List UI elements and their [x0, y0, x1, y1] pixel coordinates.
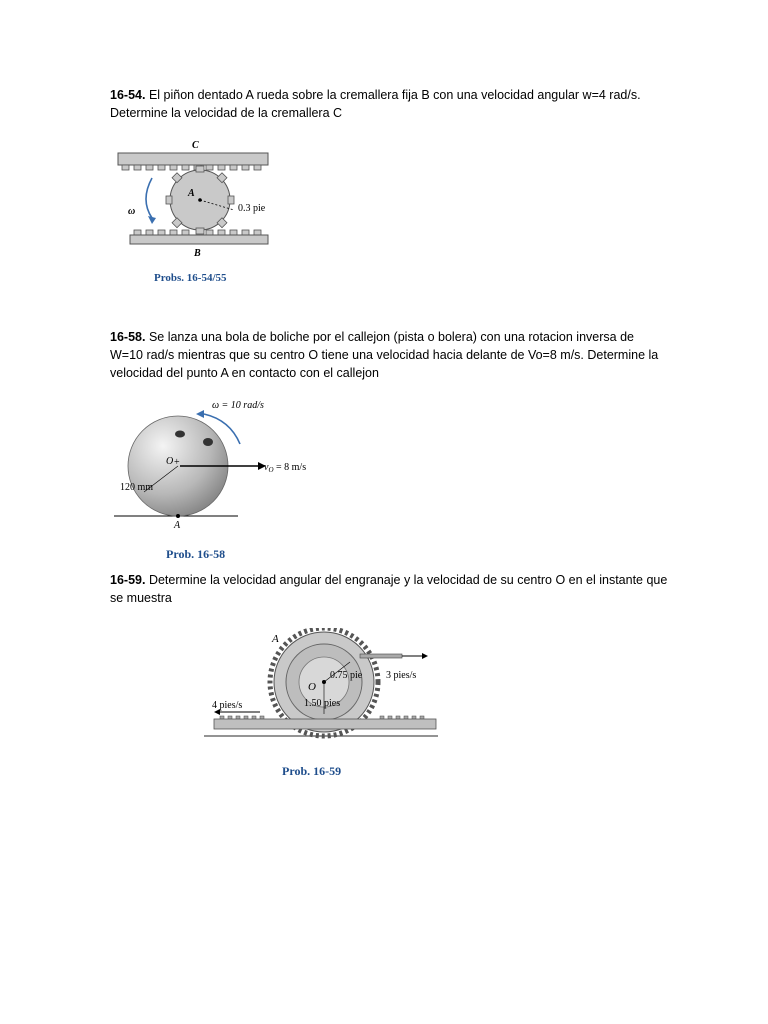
problem-16-54-text	[110, 86, 670, 122]
figure-16-54	[110, 138, 310, 288]
finger-hole	[203, 438, 213, 446]
label-c: C	[192, 140, 199, 151]
omega-arrow	[146, 178, 152, 218]
figure-caption: Prob. 16-59	[282, 764, 342, 778]
finger-hole	[175, 431, 185, 438]
problem-16-58-text	[110, 328, 670, 382]
label-radius: 0.3 pie	[238, 203, 266, 214]
label-radius: 120 mm	[120, 482, 154, 493]
label-omega: ω = 10 rad/s	[212, 400, 264, 411]
label-inner-radius: 0.75 pie	[330, 670, 363, 681]
rack-b	[130, 235, 268, 244]
problem-statement: El piñon dentado A rueda sobre la cremallera fija B con una velocidad angular w=4 rad/s. Determine la velocidad de la cremallera C	[110, 88, 641, 120]
omega-arrowhead	[196, 410, 204, 418]
label-velocity: $v_O = 8$ m/s	[264, 462, 307, 474]
label-omega: ω	[128, 206, 136, 217]
problem-statement: Se lanza una bola de boliche por el callejon (pista o bolera) con una rotacion inversa de W=10 rad/s mientras que su centro O tiene una velocidad hacia delante de Vo=8 m/s. Determine la velocidad del punto A en contacto con el callejon	[110, 330, 659, 380]
label-o: O	[166, 456, 174, 467]
upper-velocity-arrowhead	[422, 653, 428, 659]
omega-arrowhead	[148, 216, 156, 224]
upper-rack	[360, 654, 402, 658]
problem-number: 16-59.	[110, 573, 146, 587]
label-b: B	[194, 248, 201, 259]
label-o: O	[308, 681, 316, 693]
figure-16-58	[108, 392, 348, 564]
problem-16-59-text	[110, 571, 670, 607]
rack-c	[118, 153, 268, 165]
figure-16-59	[200, 628, 450, 788]
figure-caption: Probs. 16-54/55	[154, 272, 227, 284]
label-a: A	[272, 633, 279, 645]
contact-point	[176, 514, 180, 518]
problem-statement: Determine la velocidad angular del engranaje y la velocidad de su centro O en el instante que se muestra	[110, 573, 668, 605]
problem-number: 16-54.	[110, 88, 146, 102]
label-a: A	[188, 188, 195, 199]
label-top-speed: 3 pies/s	[386, 670, 417, 681]
problem-number: 16-58.	[110, 330, 146, 344]
label-bottom-speed: 4 pies/s	[212, 700, 243, 711]
center-mark: +	[174, 457, 180, 468]
label-a: A	[174, 520, 181, 531]
gear-a	[166, 166, 234, 234]
figure-caption: Prob. 16-58	[166, 547, 226, 561]
lower-rack	[214, 719, 436, 729]
label-outer-radius: 1.50 pies	[304, 698, 341, 709]
rack-c-teeth	[122, 165, 261, 170]
